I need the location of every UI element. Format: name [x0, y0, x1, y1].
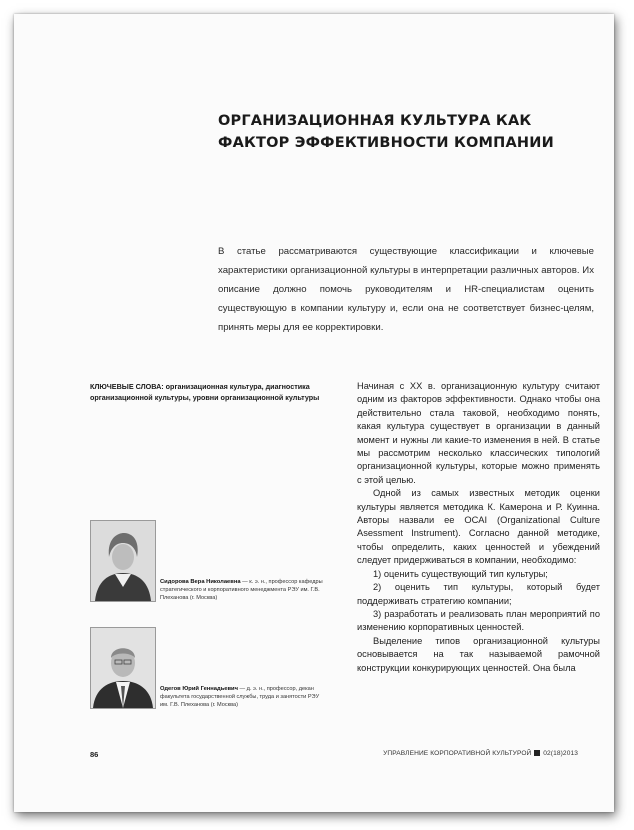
author-details: — к. э. н., профессор кафедры стратегического и корпоративного менеджмента РЭУ им. Г.В. Плеханова (г. Москва) [160, 579, 323, 601]
keywords [90, 381, 326, 403]
author-photo [90, 627, 156, 709]
journal-page [14, 14, 614, 812]
keywords-text: организационная культура, диагностика организационной культуры, уровни организационной культуры [90, 382, 320, 402]
author-details: — д. э. н., профессор, декан факультета государственной службы, труда и занятости РЭУ им. Г.В. Плеханова (г. Москва) [160, 686, 320, 708]
article-title: ОРГАНИЗАЦИОННАЯ КУЛЬТУРА КАК ФАКТОР ЭФФЕКТИВНОСТИ КОМПАНИИ [218, 113, 554, 151]
body-paragraph: Начиная с XX в. организационную культуру считают одним из факторов эффективности. Однако чтобы она действительно стала таковой, необходимо понять, какая культура существует в организации в данный момент и нужны ли какие-то изменения в ней. В статье мы рассмотрим несколько классических типологий организационной культуры, которые можно применять с этой целью. [357, 381, 600, 485]
journal-footer [383, 750, 578, 757]
author-name: Сидорова Вера Николаевна [160, 579, 241, 585]
article-abstract: В статье рассматриваются существующие классификации и ключевые характеристики организационной культуры в интерпретации различных авторов. Их описание должно помочь руководителям и HR-специалистам оценить существующую в компании культуру и, если она не соответствует бизнес-целям, принять меры для ее корректировки. [218, 246, 594, 333]
list-item: 1) оценить существующий тип культуры; [373, 568, 548, 579]
page-number: 86 [90, 750, 99, 759]
body-paragraph: Выделение типов организационной культуры основывается на так называемой рамочной конструкции конкурирующих ценностей. Она была [357, 635, 600, 673]
keywords-label: КЛЮЧЕВЫЕ СЛОВА: [90, 382, 164, 391]
issue-number: 02(18)2013 [543, 750, 578, 757]
author-card [90, 627, 326, 709]
list-item: 3) разработать и реализовать план мероприятий по изменению корпоративных ценностей. [357, 608, 600, 633]
author-info [160, 685, 326, 709]
journal-name: УПРАВЛЕНИЕ КОРПОРАТИВНОЙ КУЛЬТУРОЙ [383, 750, 532, 757]
author-name: Одегов Юрий Геннадьевич [160, 686, 238, 692]
author-card [90, 520, 326, 602]
square-separator-icon [534, 750, 540, 756]
list-item: 2) оценить тип культуры, который будет поддерживать стратегию компании; [357, 582, 600, 606]
author-photo [90, 520, 156, 602]
body-paragraph: Одной из самых известных методик оценки культуры является методика К. Камерона и Р. Куинна. Авторы назвали ее OCAI (Organizational Culture Asessment Instrument). Согласно данной методике, чтобы определить, каких ценностей и убеждений следует придерживаться в компании, необходимо: [357, 488, 600, 566]
author-info [160, 578, 326, 602]
article-body [357, 380, 600, 675]
